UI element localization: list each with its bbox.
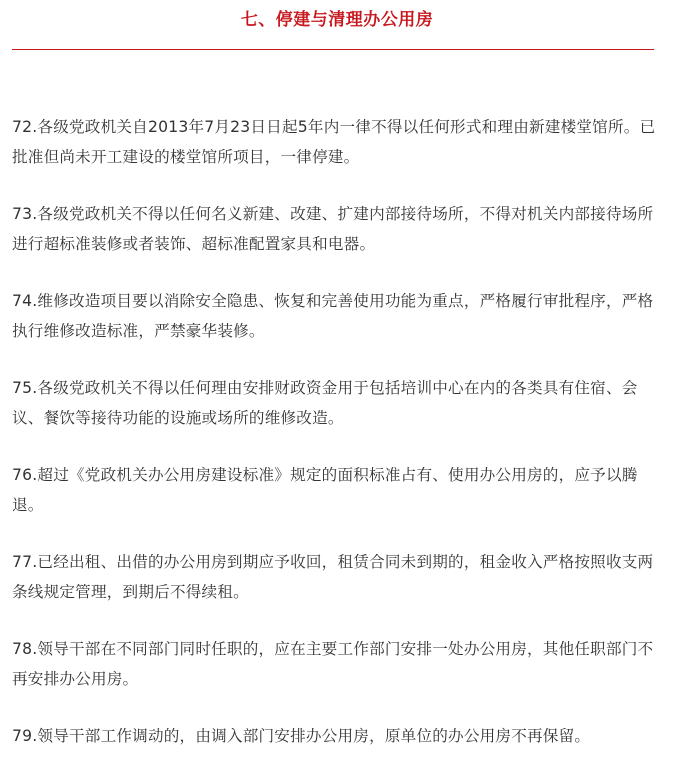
title-divider: [12, 49, 654, 50]
regulation-list: [12, 113, 664, 780]
regulation-text: 73.各级党政机关不得以任何名义新建、改建、扩建内部接待场所，不得对机关内部接待场所进行超标准装修或者装饰、超标准配置家具和电器。: [12, 205, 654, 253]
regulation-item-76: [12, 461, 664, 520]
regulation-item-78: [12, 635, 664, 694]
regulation-text: 76.超过《党政机关办公用房建设标准》规定的面积标准占有、使用办公用房的，应予以腾退。: [12, 466, 638, 514]
section-title: 七、停建与清理办公用房: [240, 10, 434, 30]
regulation-text: 72.各级党政机关自2013年7月23日日起5年内一律不得以任何形式和理由新建楼堂馆所。已批准但尚未开工建设的楼堂馆所项目，一律停建。: [12, 118, 656, 166]
regulation-text: 74.维修改造项目要以消除安全隐患、恢复和完善使用功能为重点，严格履行审批程序，严格执行维修改造标准，严禁豪华装修。: [12, 292, 654, 340]
regulation-item-73: [12, 200, 664, 259]
regulation-text: 78.领导干部在不同部门同时任职的，应在主要工作部门安排一处办公用房，其他任职部门不再安排办公用房。: [12, 640, 654, 688]
regulation-item-72: [12, 113, 664, 172]
regulation-item-77: [12, 548, 664, 607]
regulation-item-79: [12, 722, 664, 752]
regulation-text: 75.各级党政机关不得以任何理由安排财政资金用于包括培训中心在内的各类具有住宿、会议、餐饮等接待功能的设施或场所的维修改造。: [12, 379, 638, 427]
regulation-item-75: [12, 374, 664, 433]
regulation-item-74: [12, 287, 664, 346]
regulation-text: 79.领导干部工作调动的，由调入部门安排办公用房，原单位的办公用房不再保留。: [12, 727, 591, 745]
regulation-text: 77.已经出租、出借的办公用房到期应予收回，租赁合同未到期的，租金收入严格按照收支两条线规定管理，到期后不得续租。: [12, 553, 654, 601]
